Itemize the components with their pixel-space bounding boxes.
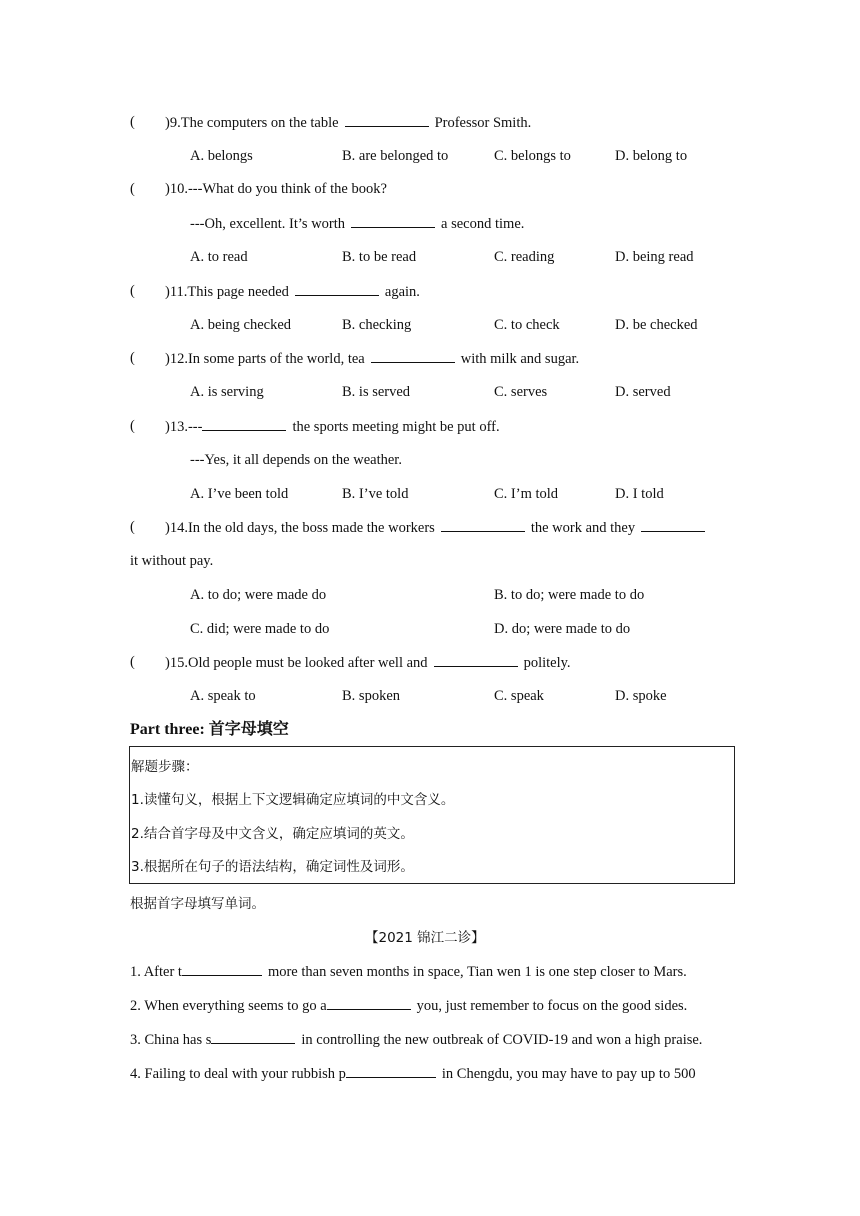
stem-text: The computers on the table bbox=[180, 115, 339, 131]
answer-blank[interactable] bbox=[182, 961, 262, 976]
question-stem bbox=[165, 281, 420, 302]
option: C. serves bbox=[494, 384, 548, 400]
answer-blank[interactable] bbox=[441, 517, 525, 532]
question-number: )12. bbox=[165, 351, 188, 367]
stem-text: the sports meeting might be put off. bbox=[292, 419, 500, 435]
option: D. served bbox=[615, 384, 671, 400]
paren-open: ( bbox=[130, 519, 135, 535]
answer-blank[interactable] bbox=[434, 652, 518, 667]
option: B. I’ve told bbox=[342, 486, 409, 502]
question-stem bbox=[165, 112, 531, 133]
option: C. I’m told bbox=[494, 486, 559, 502]
paren-open: ( bbox=[130, 418, 135, 434]
stem-text: Professor Smith. bbox=[434, 115, 532, 131]
question-number: )10. bbox=[165, 181, 188, 197]
stem-text: Old people must be looked after well and bbox=[187, 655, 428, 671]
option: D. spoke bbox=[615, 688, 667, 704]
stem-text: again. bbox=[384, 284, 420, 300]
paren-open: ( bbox=[130, 283, 135, 299]
option: B. are belonged to bbox=[342, 148, 449, 164]
option: B. checking bbox=[342, 317, 412, 333]
answer-blank[interactable] bbox=[371, 348, 455, 363]
answer-blank[interactable] bbox=[641, 517, 705, 532]
option: C. speak bbox=[494, 688, 544, 704]
steps-line: 1.读懂句义，根据上下文逻辑确定应填词的中文含义。 bbox=[131, 792, 455, 808]
stem-text: In the old days, the boss made the workers bbox=[187, 520, 435, 536]
option: A. I’ve been told bbox=[190, 486, 289, 502]
option: A. to read bbox=[190, 249, 248, 265]
option: B. is served bbox=[342, 384, 411, 400]
steps-line: 3.根据所在句子的语法结构，确定词性及词形。 bbox=[131, 859, 414, 875]
option: A. being checked bbox=[190, 317, 292, 333]
option: A. to do; were made do bbox=[190, 587, 327, 603]
fill-text: you, just remember to focus on the good sides. bbox=[416, 998, 688, 1014]
stem-text: the work and they bbox=[530, 520, 636, 536]
fill-item bbox=[130, 995, 687, 1016]
fill-text: more than seven months in space, Tian wen 1 is one step closer to Mars. bbox=[267, 964, 687, 980]
steps-line: 2.结合首字母及中文含义，确定应填词的英文。 bbox=[131, 826, 414, 842]
question-number: )15. bbox=[165, 655, 188, 671]
option: A. belongs bbox=[190, 148, 253, 164]
stem-text: politely. bbox=[523, 655, 571, 671]
answer-paren[interactable] bbox=[130, 179, 135, 199]
question-stem-cont: it without pay. bbox=[130, 553, 214, 569]
answer-paren[interactable] bbox=[130, 652, 135, 672]
option: A. speak to bbox=[190, 688, 256, 704]
paren-open: ( bbox=[130, 114, 135, 130]
question-number: )9. bbox=[165, 115, 181, 131]
paren-open: ( bbox=[130, 181, 135, 197]
answer-blank[interactable] bbox=[202, 416, 286, 431]
answer-paren[interactable] bbox=[130, 517, 135, 537]
question-number: )13. bbox=[165, 419, 188, 435]
option: A. is serving bbox=[190, 384, 264, 400]
fill-item bbox=[130, 961, 687, 982]
option: D. belong to bbox=[615, 148, 688, 164]
question-stem bbox=[165, 348, 579, 369]
answer-blank[interactable] bbox=[345, 112, 429, 127]
option: C. did; were made to do bbox=[190, 621, 330, 637]
option: B. spoken bbox=[342, 688, 400, 704]
option: B. to be read bbox=[342, 249, 417, 265]
option: D. I told bbox=[615, 486, 664, 502]
paren-open: ( bbox=[130, 350, 135, 366]
fill-text: in Chengdu, you may have to pay up to 500 bbox=[441, 1066, 696, 1082]
question-stem bbox=[165, 179, 387, 199]
option: D. being read bbox=[615, 249, 694, 265]
section-heading: Part three: 首字母填空 bbox=[130, 721, 289, 738]
question-stem-line2: ---Yes, it all depends on the weather. bbox=[190, 452, 402, 468]
option: C. belongs to bbox=[494, 148, 571, 164]
answer-blank[interactable] bbox=[346, 1063, 436, 1078]
question-number: )11. bbox=[165, 284, 188, 300]
fill-item bbox=[130, 1029, 702, 1050]
stem-text: --- bbox=[187, 419, 203, 435]
source-tag: 【2021 锦江二诊】 bbox=[365, 930, 485, 946]
stem-text: with milk and sugar. bbox=[460, 351, 580, 367]
stem-text: a second time. bbox=[441, 216, 525, 232]
option: B. to do; were made to do bbox=[494, 587, 645, 603]
paren-open: ( bbox=[130, 654, 135, 670]
stem-text: In some parts of the world, tea bbox=[187, 351, 365, 367]
answer-blank[interactable] bbox=[327, 995, 411, 1010]
fill-text: 3. China has s bbox=[130, 1032, 212, 1048]
option: D. be checked bbox=[615, 317, 698, 333]
option: C. reading bbox=[494, 249, 555, 265]
steps-line: 解题步骤： bbox=[131, 759, 199, 775]
fill-text: 4. Failing to deal with your rubbish p bbox=[130, 1066, 346, 1082]
option: D. do; were made to do bbox=[494, 621, 631, 637]
stem-text: ---What do you think of the book? bbox=[187, 181, 387, 197]
instruction: 根据首字母填写单词。 bbox=[130, 896, 265, 912]
option: C. to check bbox=[494, 317, 560, 333]
answer-paren[interactable] bbox=[130, 112, 135, 132]
answer-paren[interactable] bbox=[130, 348, 135, 368]
fill-item bbox=[130, 1063, 696, 1084]
question-stem-line2 bbox=[190, 213, 524, 234]
stem-text: This page needed bbox=[187, 284, 289, 300]
fill-text: in controlling the new outbreak of COVID-19 and won a high praise. bbox=[301, 1032, 703, 1048]
stem-text: ---Oh, excellent. It’s worth bbox=[190, 216, 346, 232]
question-stem bbox=[165, 416, 500, 437]
fill-text: 2. When everything seems to go a bbox=[130, 998, 327, 1014]
answer-paren[interactable] bbox=[130, 281, 135, 301]
answer-blank[interactable] bbox=[351, 213, 435, 228]
answer-blank[interactable] bbox=[211, 1029, 295, 1044]
fill-text: 1. After t bbox=[130, 964, 182, 980]
answer-blank[interactable] bbox=[295, 281, 379, 296]
answer-paren[interactable] bbox=[130, 416, 135, 436]
question-number: )14. bbox=[165, 520, 188, 536]
question-stem bbox=[165, 517, 711, 538]
question-stem bbox=[165, 652, 571, 673]
